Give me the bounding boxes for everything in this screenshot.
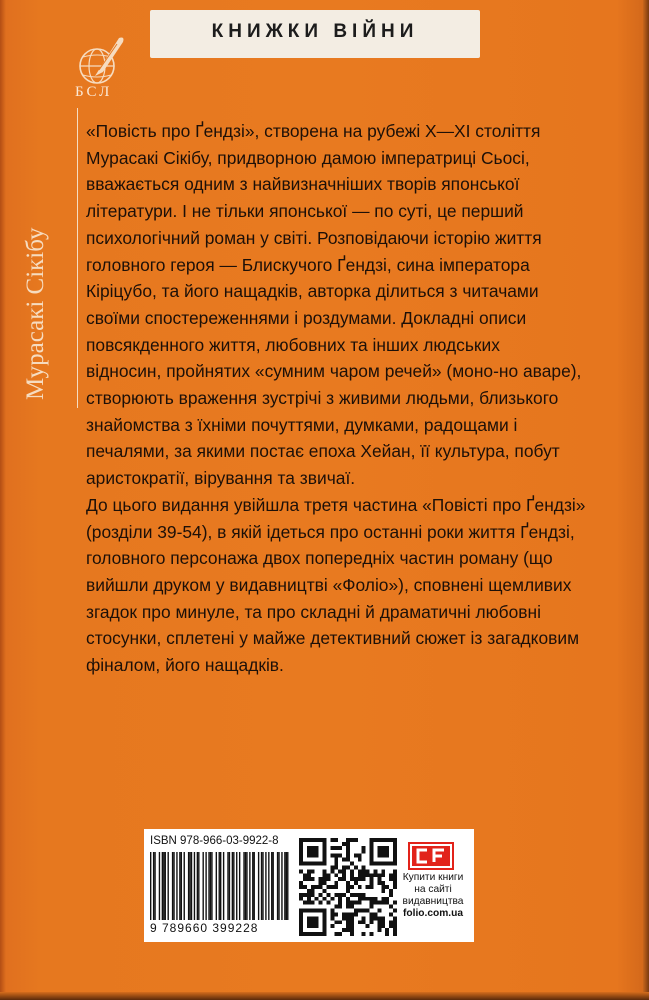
text-line: вважається одним з найвизначніших творів японської (86, 174, 520, 195)
cover-bottom-edge (0, 992, 649, 1000)
text-line: вийшли друком у видавництві «Фоліо»), сповнені щемливих (86, 574, 572, 595)
text-line: відносин, пройнятих «сумним чаром речей» (моно-но аваре), (86, 361, 582, 382)
shop-line: на сайті (414, 884, 452, 895)
barcode-icon (150, 852, 290, 920)
text-line: Кіріцубо, та його нащадків, авторка ділиться з читачами (86, 281, 539, 302)
text-line: повсякденного життя, любовних та інших людських (86, 334, 500, 355)
publisher-site-link[interactable]: folio.com.ua (403, 908, 463, 919)
shop-line: Купити книги (402, 872, 464, 883)
cf-logo-icon (408, 842, 454, 870)
description-paragraph-2 (86, 492, 618, 679)
vertical-divider (77, 108, 78, 408)
text-line: психологічний роман у світі. Розповідаючи історію життя (86, 227, 542, 248)
description-paragraph-1 (86, 118, 618, 492)
text-line: головного героя — Блискучого Ґендзі, сина імператора (86, 254, 530, 275)
text-line: аристократії, вірування та звичаї. (86, 468, 356, 489)
text-line: фіналом, його нащадків. (86, 655, 284, 676)
cover-right-edge (643, 0, 649, 1000)
text-line: головного персонажа двох попередніх частин роману (що (86, 548, 553, 569)
publisher-logo-text: БСЛ (75, 84, 113, 100)
isbn-number: ISBN 978-966-03-9922-8 (150, 835, 279, 847)
text-line: (розділи 39-54), в якій ідеться про останні роки життя Ґендзі, (86, 521, 575, 542)
text-line: стосунки, сплетені у майже детективний сюжет із загадковим (86, 628, 580, 649)
text-line: літератури. І не тільки японської — по суті, це перший (86, 201, 524, 222)
globe-quill-logo-icon (73, 32, 129, 92)
shop-info (394, 872, 472, 920)
author-name-vertical: Мурасакі Сікібу (22, 227, 49, 400)
text-line: своїми спостереженнями і роздумами. Докладні описи (86, 307, 527, 328)
qr-code-icon[interactable] (299, 838, 397, 936)
book-description (86, 118, 618, 679)
text-line: «Повість про Ґендзі», створена на рубежі X—XI століття (86, 121, 541, 141)
text-line: згадок про минуле, та про складні й драматичні любовні (86, 601, 542, 622)
text-line: До цього видання увійшла третя частина «Повісті про Ґендзі» (86, 494, 586, 515)
shop-line: видавництва (402, 896, 464, 907)
text-line: знайомства з їхніми почуттями, думками, радощами і (86, 414, 518, 435)
text-line: створюють враження зустрічі з живими людьми, близького (86, 388, 559, 409)
text-line: печалями, за якими постає епоха Хейан, її культура, побут (86, 441, 560, 462)
text-line: Мурасакі Сікібу, придворною дамою імператриці Сьосі, (86, 147, 530, 168)
barcode-digits: 9 789660 399228 (150, 921, 259, 935)
series-title: КНИЖКИ ВІЙНИ (211, 21, 419, 42)
